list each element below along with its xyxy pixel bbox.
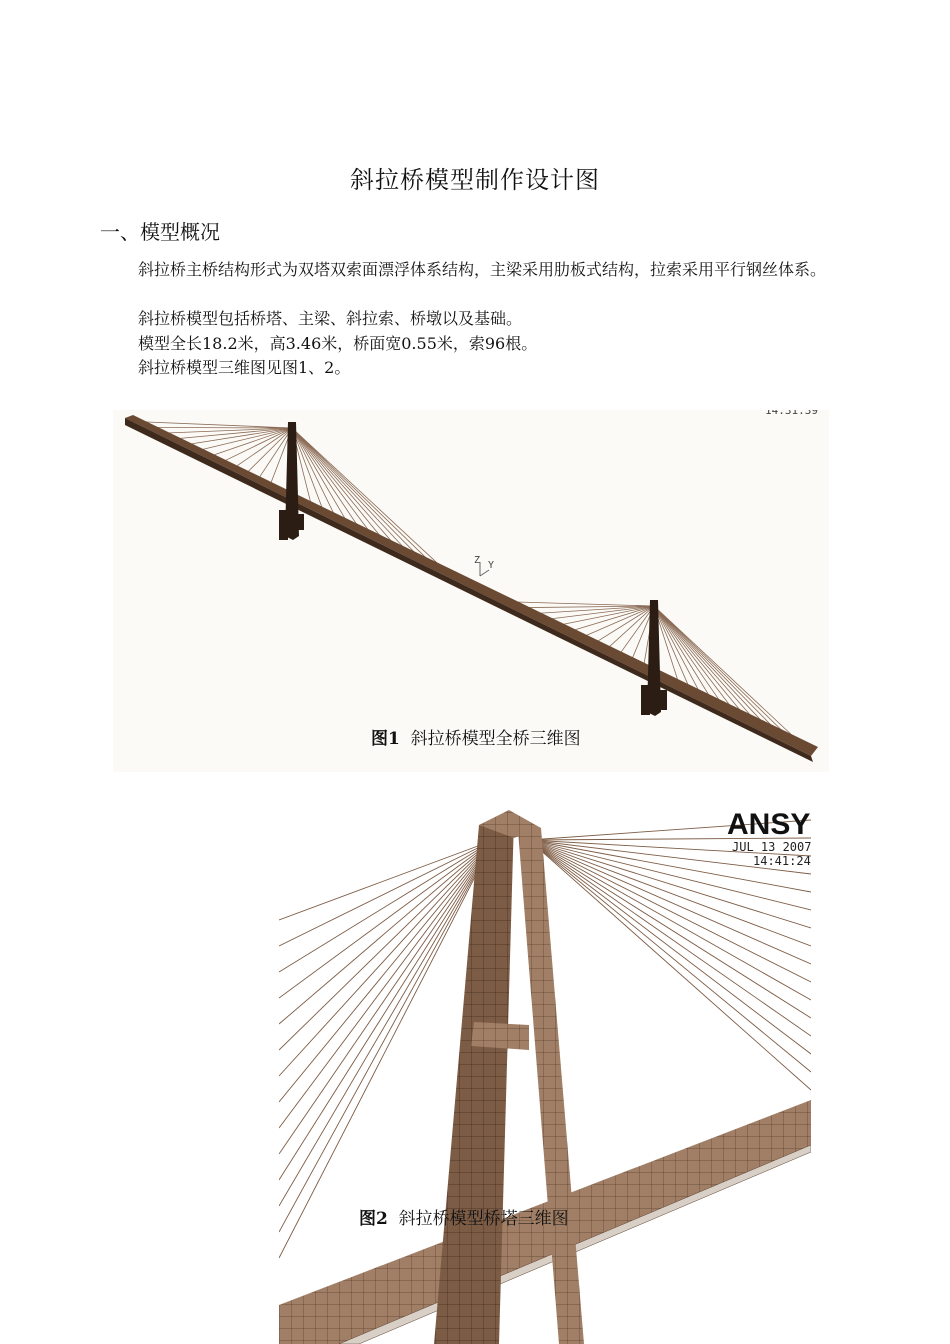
figure-2-tower [279, 800, 811, 1344]
figure-1-number: 图1 [371, 729, 400, 749]
stay-cable [593, 606, 654, 644]
section-heading: 一、模型概况 [100, 220, 220, 244]
stay-cable [219, 428, 292, 463]
document-title: 斜拉桥模型制作设计图 [350, 166, 600, 194]
bridge-deck-side [125, 418, 813, 762]
figure-2-text: 斜拉桥模型桥塔三维图 [398, 1209, 569, 1229]
ansys-time: 14:41:24 [753, 854, 811, 868]
figure-1-full-bridge [113, 410, 829, 772]
right-tower-leg [641, 685, 650, 715]
stay-cable [529, 840, 811, 1036]
paragraph-3: 模型全长18.2米，高3.46米，桥面宽0.55米，索96根。 [138, 334, 538, 353]
paragraph-4: 斜拉桥模型三维图见图1、2。 [138, 358, 351, 377]
axis-y-label: Y [488, 560, 495, 571]
stay-cable [506, 602, 654, 606]
stay-cable [279, 840, 494, 998]
stay-cable [292, 428, 449, 574]
right-tower-leg [658, 690, 667, 710]
stay-cable [569, 606, 654, 632]
stay-cable [279, 840, 494, 972]
stay-cable [279, 840, 494, 946]
stay-cable [654, 606, 790, 739]
paragraph-2: 斜拉桥模型包括桥塔、主梁、斜拉索、桥墩以及基础。 [138, 309, 523, 328]
stay-cable [292, 428, 424, 562]
stay-cable [207, 428, 292, 457]
bridge-3d-render [113, 410, 829, 772]
bridge-deck [125, 415, 818, 756]
tower-3d-render [279, 800, 811, 1344]
figure-2-caption [359, 1204, 569, 1229]
stay-cable [529, 840, 811, 1090]
stay-cable [292, 428, 412, 556]
tower-crossbeam [471, 1022, 529, 1050]
figure-2-number: 图2 [359, 1209, 388, 1229]
ansys-date: JUL 13 2007 [732, 840, 811, 854]
left-tower-leg [295, 514, 304, 530]
ansys-logo: ANSY [727, 808, 811, 841]
stay-cable [606, 606, 654, 650]
axis-z-label: Z [474, 555, 481, 566]
stay-cable [279, 840, 494, 1050]
ansys-timestamp: 14:31:39 [765, 410, 818, 417]
figure-1-text: 斜拉桥模型全桥三维图 [410, 729, 581, 749]
paragraph-1: 斜拉桥主桥结构形式为双塔双索面漂浮体系结构，主梁采用肋板式结构，拉索采用平行钢丝体系。 [138, 260, 827, 279]
stay-cable [292, 428, 437, 568]
stay-cable [244, 428, 292, 475]
left-tower-leg [279, 510, 288, 540]
stay-cable [529, 840, 811, 1054]
figure-1-caption [371, 724, 581, 749]
stay-cable [232, 428, 292, 469]
